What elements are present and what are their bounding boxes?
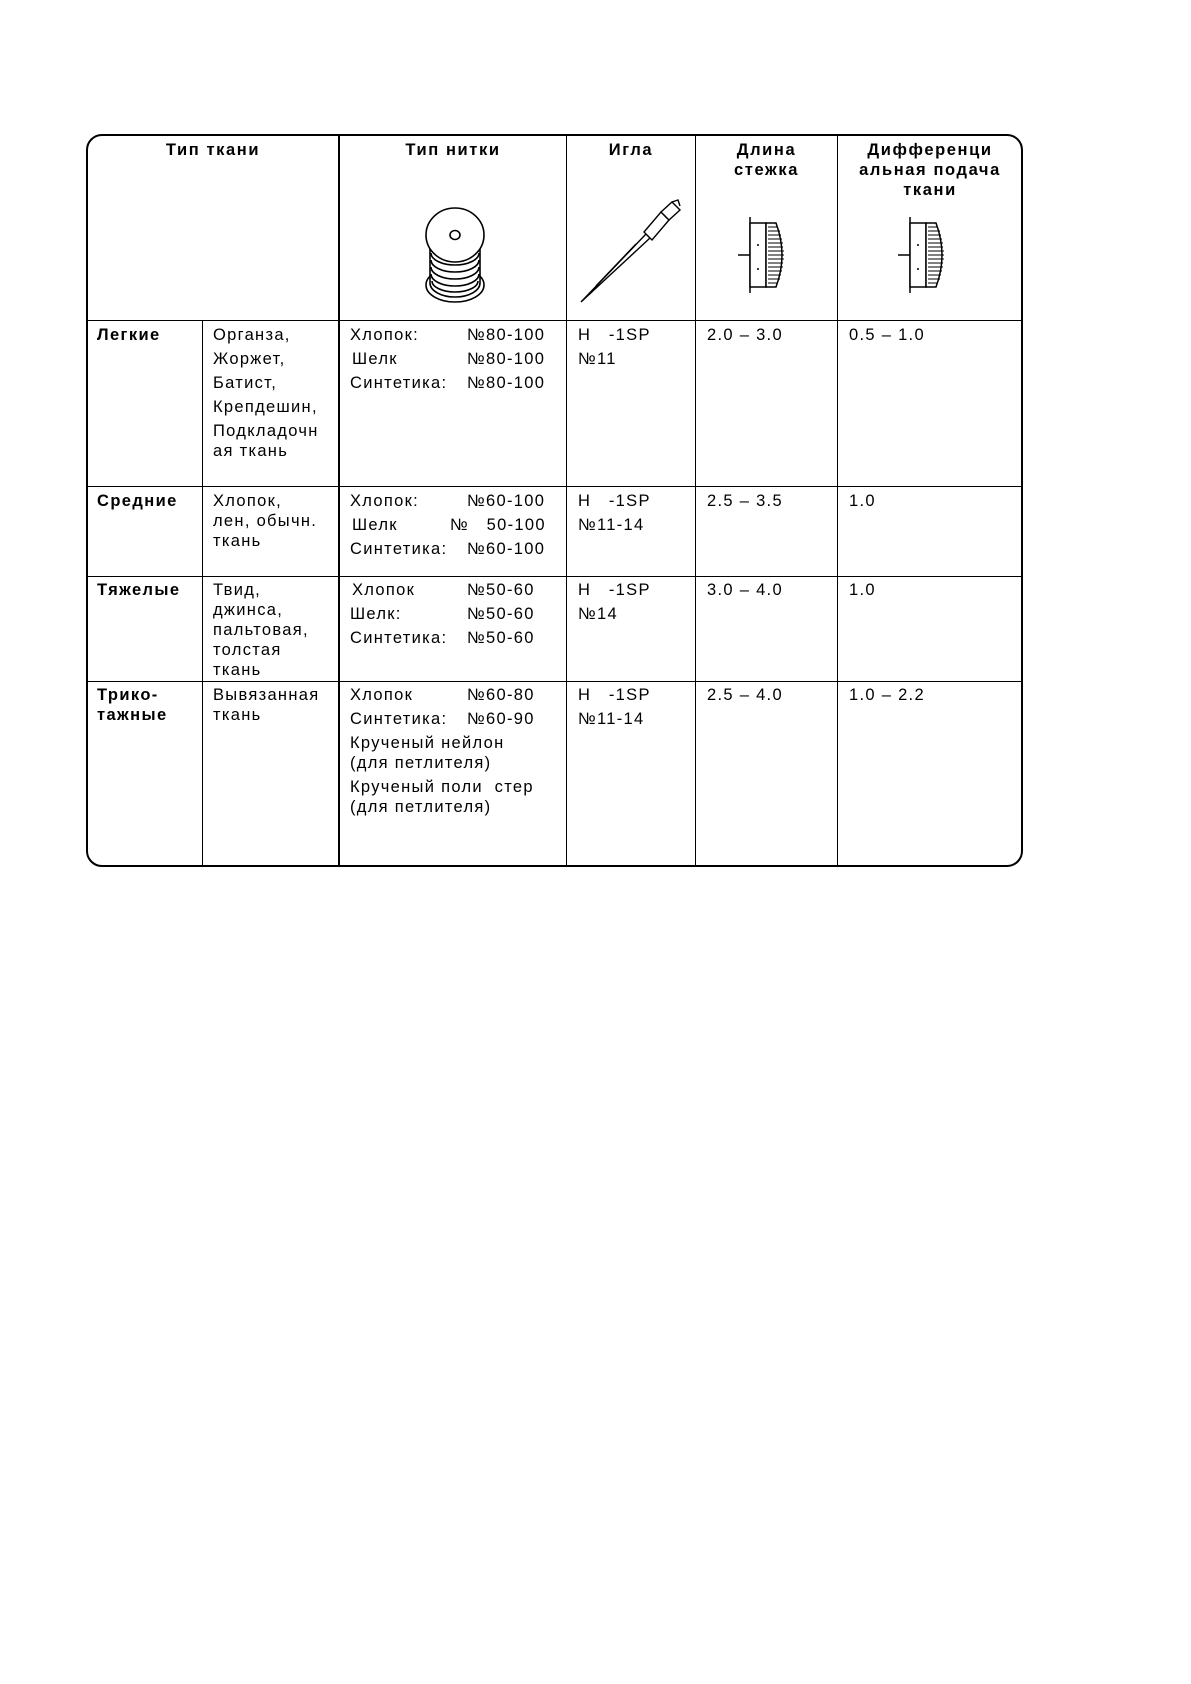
row-4-threads: Хлопок №60-80 Синтетика: №60-90 Крученый нейлон (для петлителя) Крученый поли стер (для петлителя) — [350, 686, 535, 816]
row-divider-1 — [86, 486, 1023, 487]
row-4-fabrics: Вывязанная ткань — [213, 686, 320, 724]
thread-spool-icon — [420, 205, 490, 310]
row-1-fabrics: Органза, Жоржет, Батист, Крепдешин, Подкладочн ая ткань — [213, 326, 319, 460]
row-divider-3 — [86, 681, 1023, 682]
needle-icon — [576, 198, 686, 308]
col-divider-stitch — [695, 134, 696, 867]
header-stitch-length: Длина стежка — [734, 141, 799, 179]
header-thread-type: Тип нитки — [405, 141, 501, 159]
row-2-stitch-length: 2.5 – 3.5 — [707, 492, 783, 510]
row-4-diff-feed: 1.0 – 2.2 — [849, 686, 925, 704]
row-3-fabrics: Твид, джинса, пальтовая, толстая ткань — [213, 581, 309, 679]
header-needle: Игла — [608, 141, 654, 159]
col-divider-thread — [338, 134, 340, 867]
row-1-needle: Н -1SP №11 — [578, 326, 651, 368]
row-1-category: Легкие — [97, 326, 161, 344]
row-2-fabrics: Хлопок, лен, обычн. ткань — [213, 492, 318, 550]
row-divider-2 — [86, 576, 1023, 577]
row-2-diff-feed: 1.0 — [849, 492, 876, 510]
row-2-category: Средние — [97, 492, 178, 510]
row-3-threads: Хлопок №50-60 Шелк: №50-60 Синтетика: №50-60 — [350, 581, 535, 647]
row-1-diff-feed: 0.5 – 1.0 — [849, 326, 925, 344]
row-1-threads: Хлопок: №80-100 Шелк №80-100 Синтетика: №80-100 — [350, 326, 546, 392]
row-4-category: Трико- тажные — [97, 686, 168, 724]
row-3-needle: Н -1SP №14 — [578, 581, 651, 623]
row-divider-header — [86, 320, 1023, 321]
row-3-diff-feed: 1.0 — [849, 581, 876, 599]
row-3-stitch-length: 3.0 – 4.0 — [707, 581, 783, 599]
stitch-length-dial-icon — [738, 215, 798, 295]
row-2-threads: Хлопок: №60-100 Шелк № 50-100 Синтетика: №60-100 — [350, 492, 546, 558]
row-3-category: Тяжелые — [97, 581, 181, 599]
header-fabric-type: Тип ткани — [165, 141, 261, 159]
differential-feed-dial-icon — [898, 215, 958, 295]
header-differential-feed: Дифференци альная подача ткани — [859, 141, 1001, 199]
col-divider-category — [202, 320, 203, 866]
col-divider-diff — [837, 134, 838, 867]
col-divider-needle — [566, 134, 567, 867]
row-2-needle: Н -1SP №11-14 — [578, 492, 651, 534]
row-4-stitch-length: 2.5 – 4.0 — [707, 686, 783, 704]
row-4-needle: Н -1SP №11-14 — [578, 686, 651, 728]
row-1-stitch-length: 2.0 – 3.0 — [707, 326, 783, 344]
